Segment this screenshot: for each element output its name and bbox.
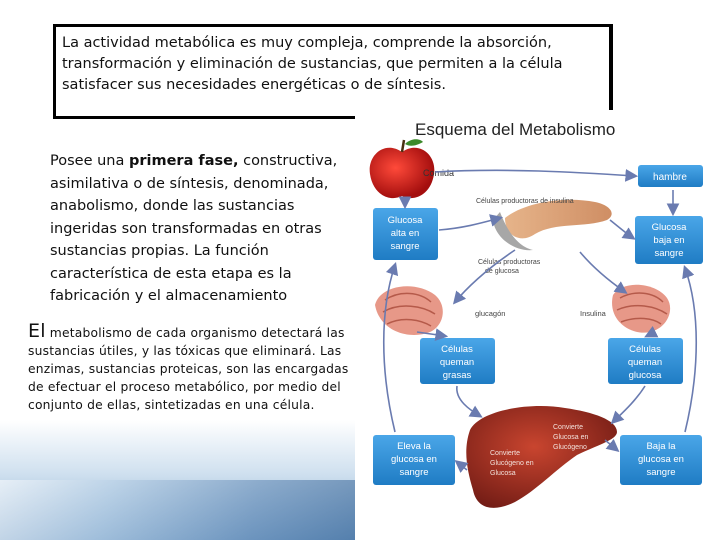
box-baja-glucosa [620, 435, 702, 485]
box-eleva-l1: Eleva la [397, 441, 431, 452]
box-hambre [638, 165, 703, 187]
box-eleva-glucosa [373, 435, 455, 485]
p1-pre: Posee una [50, 153, 129, 169]
diagram-title: Esquema del Metabolismo [415, 120, 616, 139]
muscle-tissue-right-icon [612, 285, 670, 333]
p2-first-word: El [28, 320, 46, 342]
box-hambre-label: hambre [653, 172, 687, 183]
box-glucosa-alta [373, 208, 438, 260]
arrow-comida-hambre [435, 170, 635, 176]
box-celulas-glucosa [608, 338, 683, 384]
liver-right-l1: Convierte [553, 424, 583, 431]
liver-left-l2: Glucógeno en [490, 460, 534, 467]
liver-icon [466, 406, 617, 508]
box-glucosa-l2: queman [627, 357, 663, 368]
box-grasas-l3: grasas [442, 370, 472, 381]
box-bajal-l3: sangre [646, 467, 676, 478]
p1-bold: primera fase, [128, 153, 239, 169]
p2-rest: metabolismo de cada organismo detectará las sustancias útiles, y las tóxicas que eliminará. Las enzimas, sustancias proteicas, son las encargadas de efectuar el proceso metabólico, por medio del conjunto de ellas, sintetizadas en una célula. [28, 326, 349, 412]
arrow-liver-bajal [605, 440, 617, 450]
label-glucagon: glucagón [475, 309, 506, 318]
box-celulas-grasas [420, 338, 495, 384]
enzymes-paragraph [28, 322, 358, 414]
arrow-liver-eleva [457, 462, 467, 470]
label-glucosa-cells-1: Células productoras [478, 259, 541, 266]
arrow-grasas-liver [457, 386, 480, 416]
liver-left-l1: Convierte [490, 450, 520, 457]
header-text: La actividad metabólica es muy compleja, comprende la absorción, transformación y eliminación de sustancias, que permiten a la célula satisfacer sus necesidades energéticas o de síntesis. [62, 35, 563, 93]
box-glucosa-baja [635, 216, 703, 264]
box-grasas-l2: queman [439, 357, 475, 368]
box-glucosa-l1: Células [629, 344, 661, 355]
box-glucosa-l3: glucosa [628, 370, 662, 381]
arrow-alta-pancreas [439, 218, 500, 230]
background-band-dark [0, 480, 360, 540]
metabolism-diagram [355, 110, 720, 540]
anabolism-paragraph [50, 150, 350, 308]
liver-left-l3: Glucosa [490, 470, 516, 477]
box-alta-l2: alta en [390, 228, 420, 239]
box-grasas-l1: Células [441, 344, 473, 355]
arrow-glucosa-liver [613, 386, 645, 422]
liver-right-l2: Glucosa en [553, 434, 589, 441]
box-eleva-l2: glucosa en [391, 454, 437, 465]
label-comida: Comida [423, 168, 455, 178]
box-baja-l1: Glucosa [651, 222, 687, 233]
p1-post: constructiva, asimilativa o de síntesis, denominada, anabolismo, donde las sustancias ingeridas son transformadas en otras sustancias propias. La función característica de esta etapa es la fabricación y el almacenamiento [50, 153, 338, 304]
box-bajal-l2: glucosa en [638, 454, 684, 465]
box-baja-l3: sangre [654, 248, 684, 259]
box-baja-l2: baja en [653, 235, 685, 246]
liver-right-l3: Glucógeno [553, 444, 587, 451]
arrow-bajal-baja [685, 268, 696, 432]
metabolism-diagram-svg [355, 110, 720, 540]
arrow-tissue-glucosa [647, 332, 655, 336]
label-insulina-cells: Células productoras de insulina [476, 198, 574, 205]
arrow-to-insulina [580, 252, 625, 292]
box-eleva-l3: sangre [399, 467, 429, 478]
pancreas-icon [493, 200, 612, 250]
arrow-to-glucagon [455, 250, 515, 302]
box-alta-l1: Glucosa [387, 215, 423, 226]
arrow-pancreas-baja [610, 220, 633, 238]
box-alta-l3: sangre [390, 241, 420, 252]
box-bajal-l1: Baja la [646, 441, 676, 452]
label-insulina: Insulina [580, 309, 606, 318]
label-glucosa-cells-2: de glucosa [485, 268, 519, 275]
